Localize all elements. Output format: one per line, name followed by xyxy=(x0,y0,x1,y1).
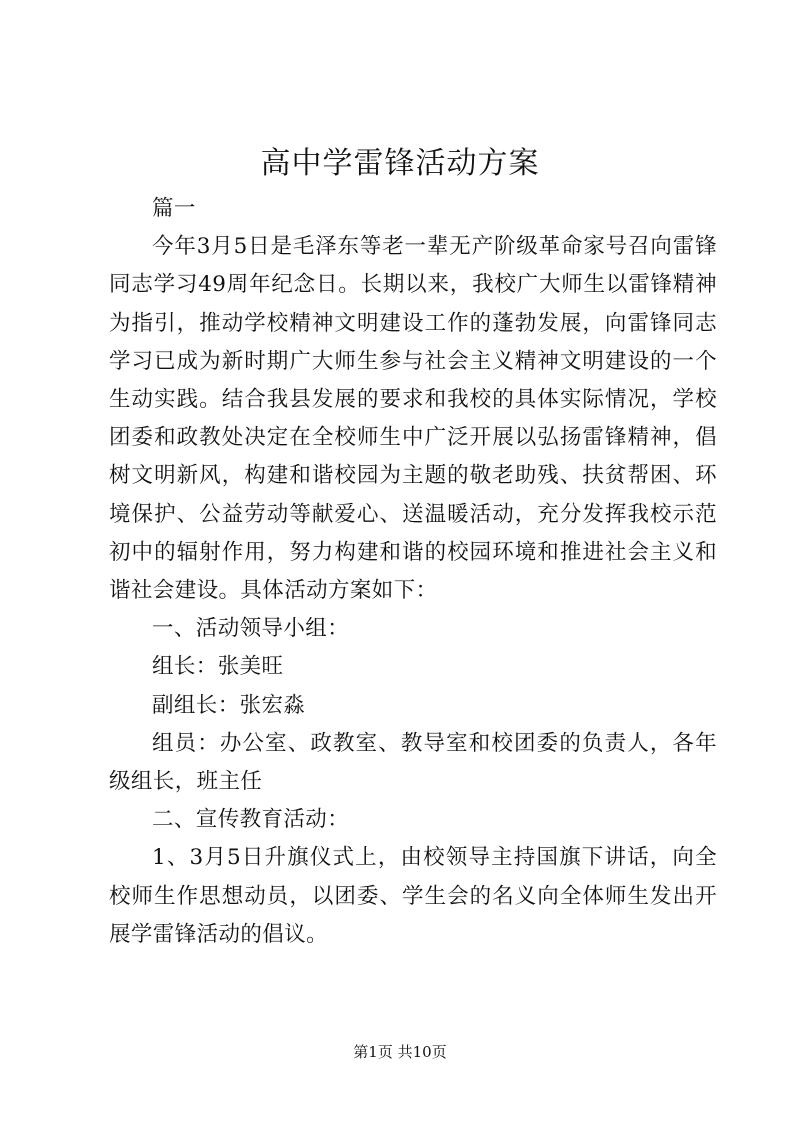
deputy-leader-line: 副组长：张宏淼 xyxy=(152,692,306,718)
page-title: 高中学雷锋活动方案 xyxy=(260,146,540,181)
publicity-item-1: 1、3月5日升旗仪式上，由校领导主持国旗下讲话，向全校师生作思想动员，以团委、学生会的名义向全体师生发出开展学雷锋活动的倡议。 xyxy=(109,845,717,947)
leader-line: 组长：张美旺 xyxy=(152,654,284,680)
intro-paragraph: 今年3月5日是毛泽东等老一辈无产阶级革命家号召向雷锋同志学习49周年纪念日。长期以来，我校广大师生以雷锋精神为指引，推动学校精神文明建设工作的蓬勃发展，向雷锋同志学习已成为新时期广大师生参与社会主义精神文明建设的一个生动实践。结合我县发展的要求和我校的具体实际情况，学校团委和政教处决定在全校师生中广泛开展以弘扬雷锋精神，倡树文明新风，构建和谐校园为主题的敬老助残、扶贫帮困、环境保护、公益劳动等献爱心、送温暖活动，充分发挥我校示范初中的辐射作用，努力构建和谐的校园环境和推进社会主义和谐社会建设。具体活动方案如下： xyxy=(109,234,717,604)
section-heading-leadership: 一、活动领导小组： xyxy=(152,616,350,642)
page-footer: 第1页 共10页 xyxy=(353,1043,447,1061)
members-line: 组员：办公室、政教室、教导室和校团委的负责人，各年级组长，班主任 xyxy=(109,730,717,795)
section-label: 篇一 xyxy=(152,196,196,221)
document-body xyxy=(109,190,717,954)
section-heading-publicity: 二、宣传教育活动： xyxy=(152,807,350,833)
